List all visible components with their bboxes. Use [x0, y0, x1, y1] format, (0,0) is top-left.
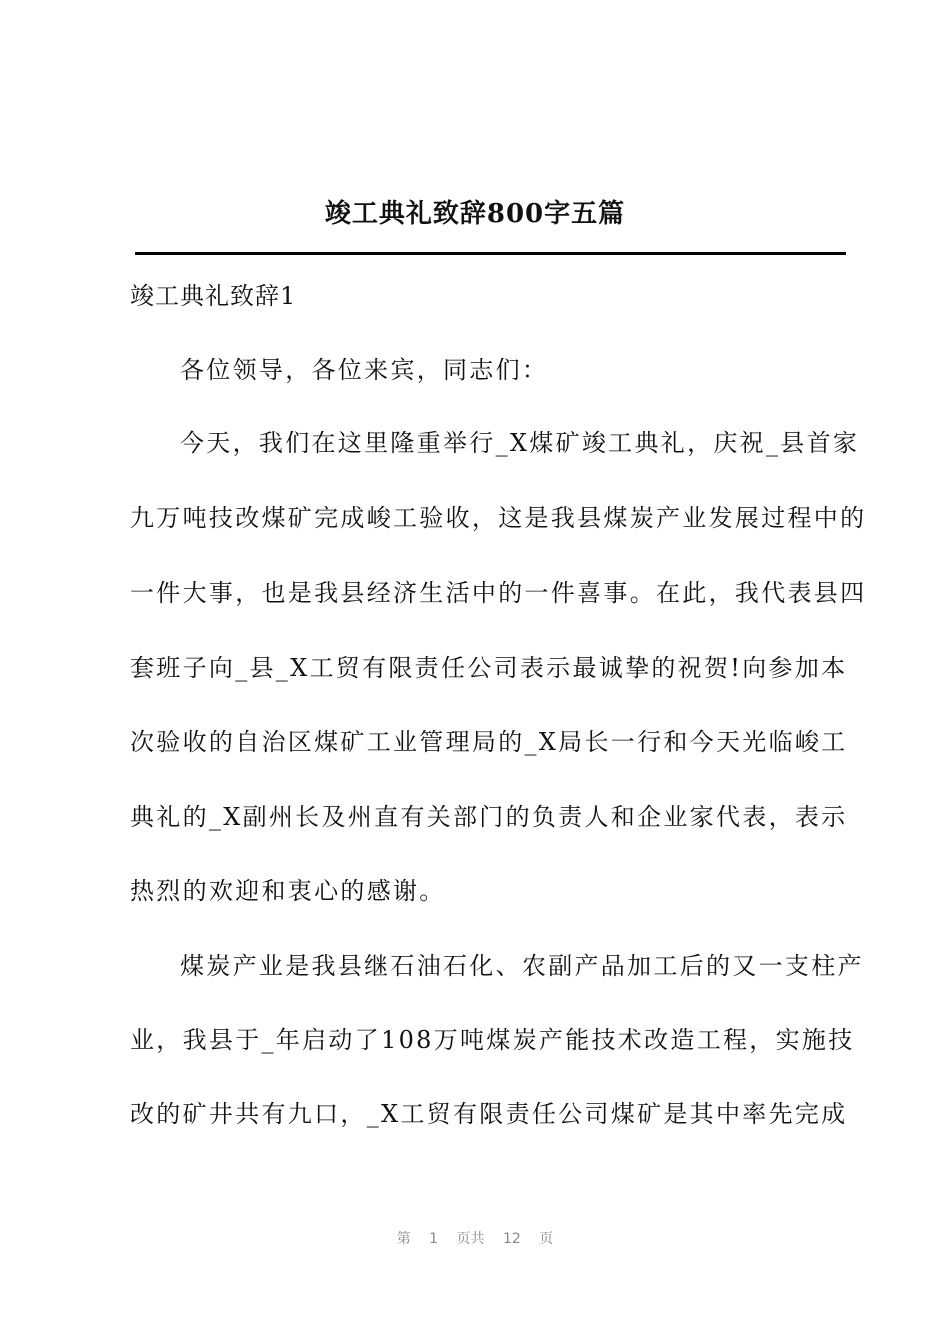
page-footer — [0, 1228, 950, 1250]
paragraph-line: 今天，我们在这里隆重举行_X煤矿竣工典礼，庆祝_县首家 — [180, 429, 860, 457]
footer-label-pages: 页 — [539, 1231, 554, 1247]
paragraph-line: 热烈的欢迎和衷心的感谢。 — [130, 877, 446, 905]
footer-current-page: 1 — [429, 1231, 439, 1247]
paragraph-line: 一件大事，也是我县经济生活中的一件喜事。在此，我代表县四 — [130, 579, 867, 607]
paragraph-line: 业，我县于_年启动了108万吨煤炭产能技术改造工程，实施技 — [130, 1026, 855, 1054]
footer-total-pages: 12 — [503, 1231, 521, 1247]
paragraph-line: 次验收的自治区煤矿工业管理局的_X局长一行和今天光临峻工 — [130, 728, 848, 756]
title-divider — [135, 252, 846, 255]
paragraph-line: 改的矿井共有九口，_X工贸有限责任公司煤矿是其中率先完成 — [130, 1100, 848, 1128]
paragraph-line: 各位领导，各位来宾，同志们： — [180, 356, 549, 384]
paragraph-line: 九万吨技改煤矿完成峻工验收，这是我县煤炭产业发展过程中的 — [130, 504, 867, 532]
section-heading: 竣工典礼致辞1 — [130, 282, 297, 310]
page-title: 竣工典礼致辞800字五篇 — [324, 199, 626, 229]
footer-label-of: 页共 — [456, 1231, 485, 1247]
paragraph-line: 套班子向_县_X工贸有限责任公司表示最诚挚的祝贺!向参加本 — [130, 654, 848, 682]
paragraph-line: 典礼的_X副州长及州直有关部门的负责人和企业家代表，表示 — [130, 803, 848, 831]
paragraph-line: 煤炭产业是我县继石油石化、农副产品加工后的又一支柱产 — [180, 952, 864, 980]
footer-label-page: 第 — [396, 1231, 411, 1247]
